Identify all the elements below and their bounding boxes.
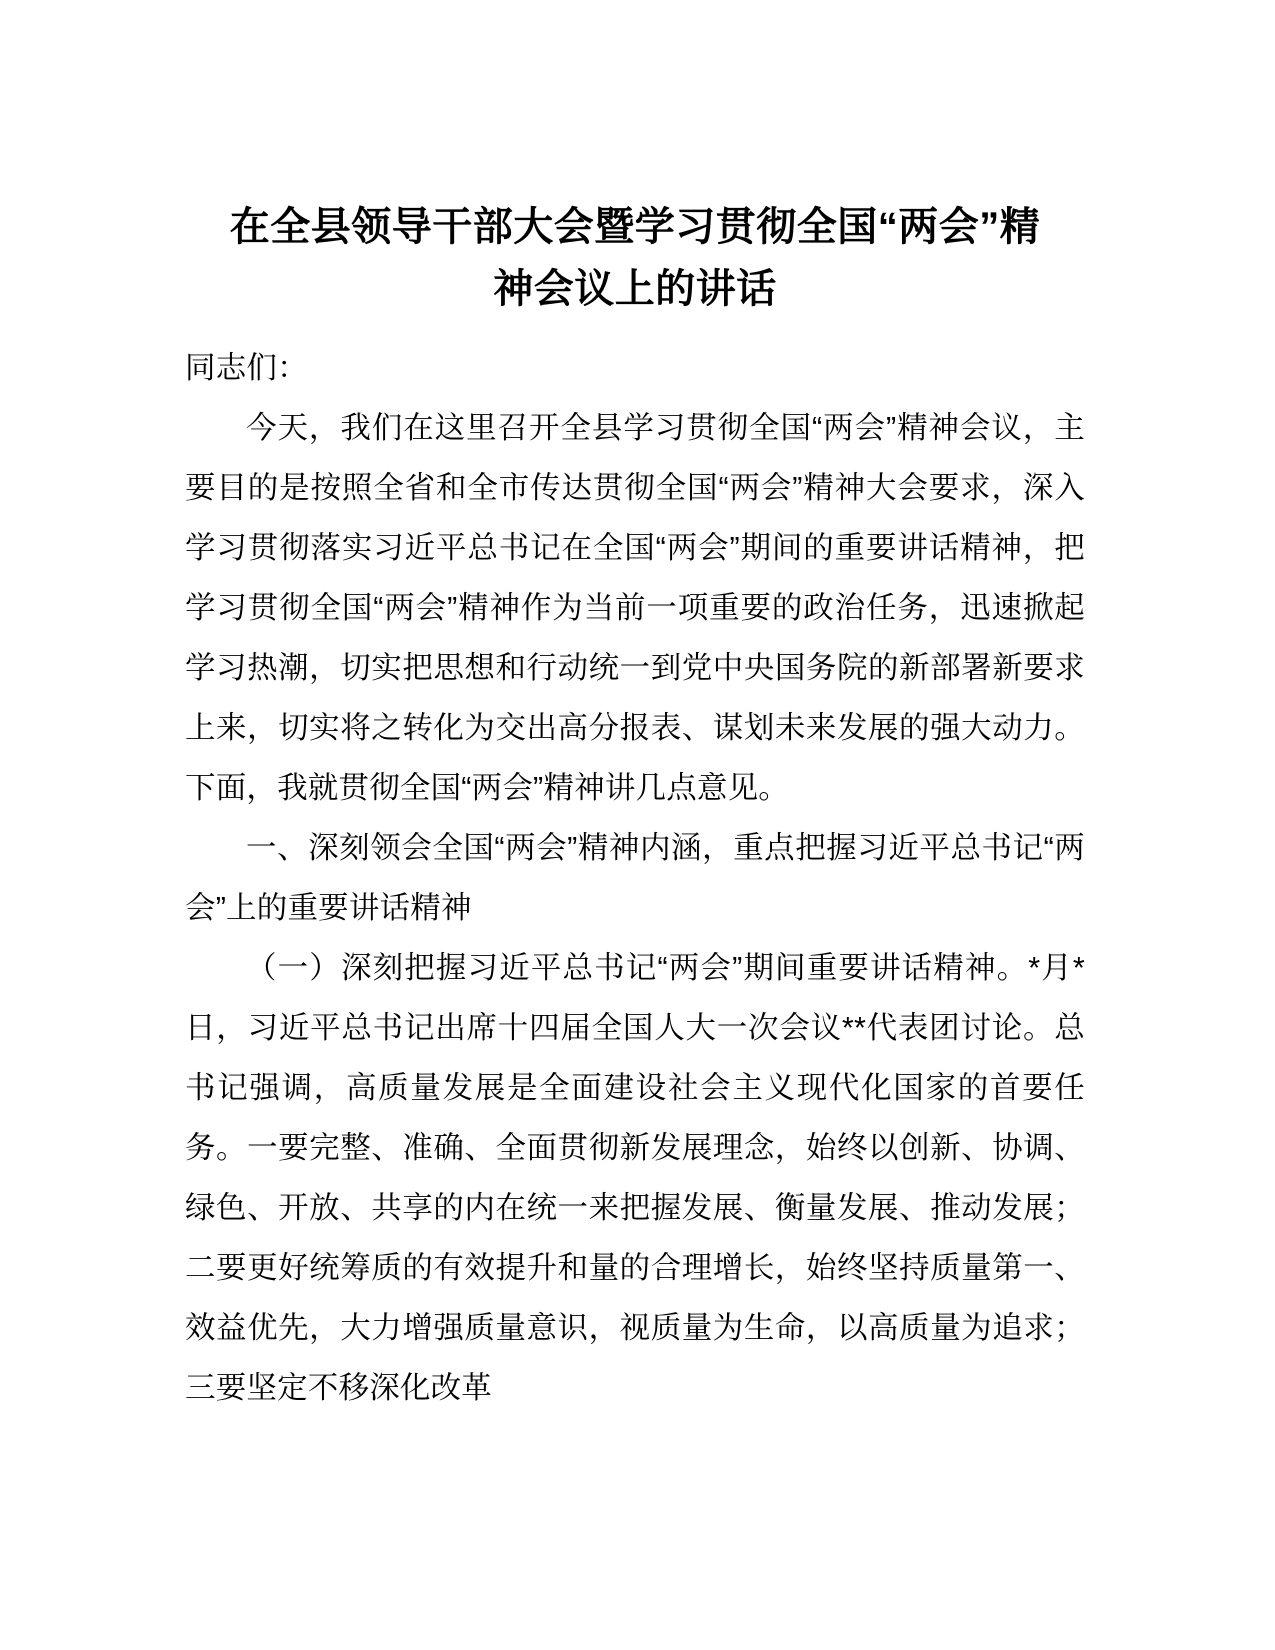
salutation: 同志们： [185,351,308,385]
page-title: 在全县领导干部大会暨学习贯彻全国“两会”精神会议上的讲话 [229,205,1041,311]
section-heading-one: 一、深刻领会全国“两会”精神内涵，重点把握习近平总书记“两会”上的重要讲话精神 [185,831,1085,925]
document-content [185,196,1085,1418]
paragraph-subsection-one-1: （一）深刻把握习近平总书记“两会”期间重要讲话精神。*月*日，习近平总书记出席十四届全国人大一次会议**代表团讨论。总书记强调，高质量发展是全面建设社会主义现代化国家的首要任务。一要完整、准确、全面贯彻新发展理念，始终以创新、协调、绿色、开放、共享的内在统一来把握发展、衡量发展、推动发展；二要更好统筹质的有效提升和量的合理增长，始终坚持质量第一、效益优先，大力增强质量意识，视质量为生命，以高质量为追求；三要坚定不移深化改革 [185,951,1085,1405]
paragraph-opening: 今天，我们在这里召开全县学习贯彻全国“两会”精神会议，主要目的是按照全省和全市传达贯彻全国“两会”精神大会要求，深入学习贯彻落实习近平总书记在全国“两会”期间的重要讲话精神，把学习贯彻全国“两会”精神作为当前一项重要的政治任务，迅速掀起学习热潮，切实把思想和行动统一到党中央国务院的新部署新要求上来，切实将之转化为交出高分报表、谋划未来发展的强大动力。下面，我就贯彻全国“两会”精神讲几点意见。 [185,411,1085,805]
